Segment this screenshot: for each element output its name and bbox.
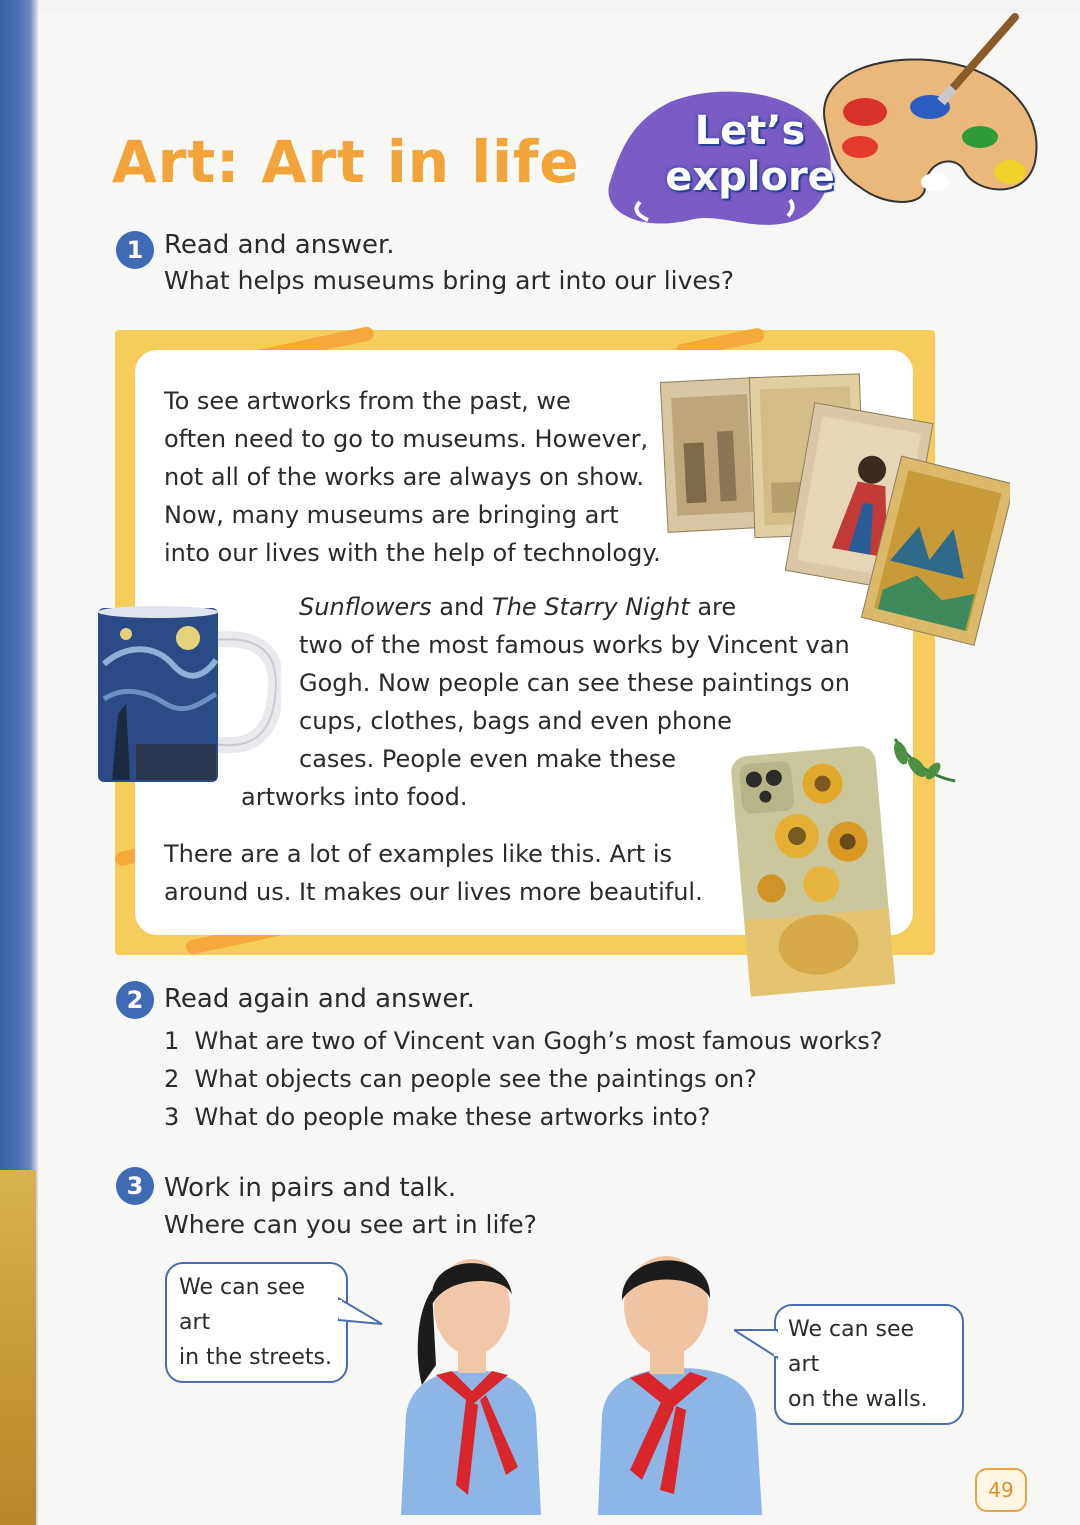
text-line: often need to go to museums. However, (164, 425, 649, 453)
question-number: 2 (164, 1065, 180, 1093)
text-line: Now, many museums are bringing art (164, 501, 619, 529)
work-title-starry-night: The Starry Night (492, 593, 690, 621)
question-text: What do people make these artworks into? (194, 1103, 711, 1131)
paragraph-1 (164, 382, 664, 572)
section-3-heading: Work in pairs and talk. (164, 1173, 457, 1203)
text-line: To see artworks from the past, we (164, 387, 571, 415)
text-line (299, 588, 869, 626)
speech-bubble-right (774, 1304, 964, 1425)
section-2-heading: Read again and answer. (164, 984, 475, 1014)
text-fragment: are (689, 593, 737, 621)
student-boy-image (590, 1240, 770, 1515)
starry-night-mug-image (96, 604, 281, 784)
text-line: There are a lot of examples like this. Art is (164, 840, 673, 868)
text-fragment: and (431, 593, 493, 621)
bubble-line: on the walls. (788, 1387, 928, 1412)
bubble-line: in the streets. (179, 1345, 332, 1370)
question-item (164, 1022, 904, 1060)
section-2-number: 2 (116, 981, 154, 1019)
leaf-decoration (885, 735, 960, 795)
question-number: 3 (164, 1103, 180, 1131)
section-1-question: What helps museums bring art into our lives? (164, 266, 735, 295)
question-item (164, 1098, 904, 1136)
sunflowers-phone-case-image (730, 745, 895, 1000)
question-number: 1 (164, 1027, 180, 1055)
question-text: What objects can people see the paintings on? (194, 1065, 757, 1093)
student-girl-image (396, 1245, 546, 1515)
section-1-number: 1 (116, 231, 154, 269)
bubble-line: We can see art (788, 1317, 915, 1377)
section-3-number: 3 (116, 1167, 154, 1205)
page-number: 49 (975, 1468, 1027, 1512)
question-text: What are two of Vincent van Gogh’s most famous works? (194, 1027, 883, 1055)
text-line: cups, clothes, bags and even phone (299, 707, 732, 735)
section-1-heading: Read and answer. (164, 230, 395, 260)
speech-bubble-left (165, 1262, 348, 1383)
text-line: into our lives with the help of technology. (164, 539, 661, 567)
page-title: Art: Art in life (112, 128, 580, 196)
text-line: two of the most famous works by Vincent van (299, 631, 850, 659)
section-3-question: Where can you see art in life? (164, 1210, 537, 1239)
text-line: not all of the works are always on show. (164, 463, 645, 491)
paragraph-2-last-line: artworks into food. (241, 783, 468, 811)
text-line: Gogh. Now people can see these paintings on (299, 669, 850, 697)
paragraph-3 (164, 835, 724, 911)
text-line: cases. People even make these (299, 745, 677, 773)
badge-line-2: explore (665, 154, 835, 200)
bubble-tail-left (338, 1296, 384, 1330)
work-title-sunflowers: Sunflowers (299, 593, 432, 621)
badge-line-1: Let’s (694, 108, 806, 154)
question-item (164, 1060, 904, 1098)
section-2-questions (164, 1022, 904, 1136)
text-line: around us. It makes our lives more beautiful. (164, 878, 703, 906)
paint-palette-icon (805, 12, 1055, 212)
bubble-line: We can see art (179, 1275, 306, 1335)
spine-sunflower-edge (0, 1170, 36, 1525)
